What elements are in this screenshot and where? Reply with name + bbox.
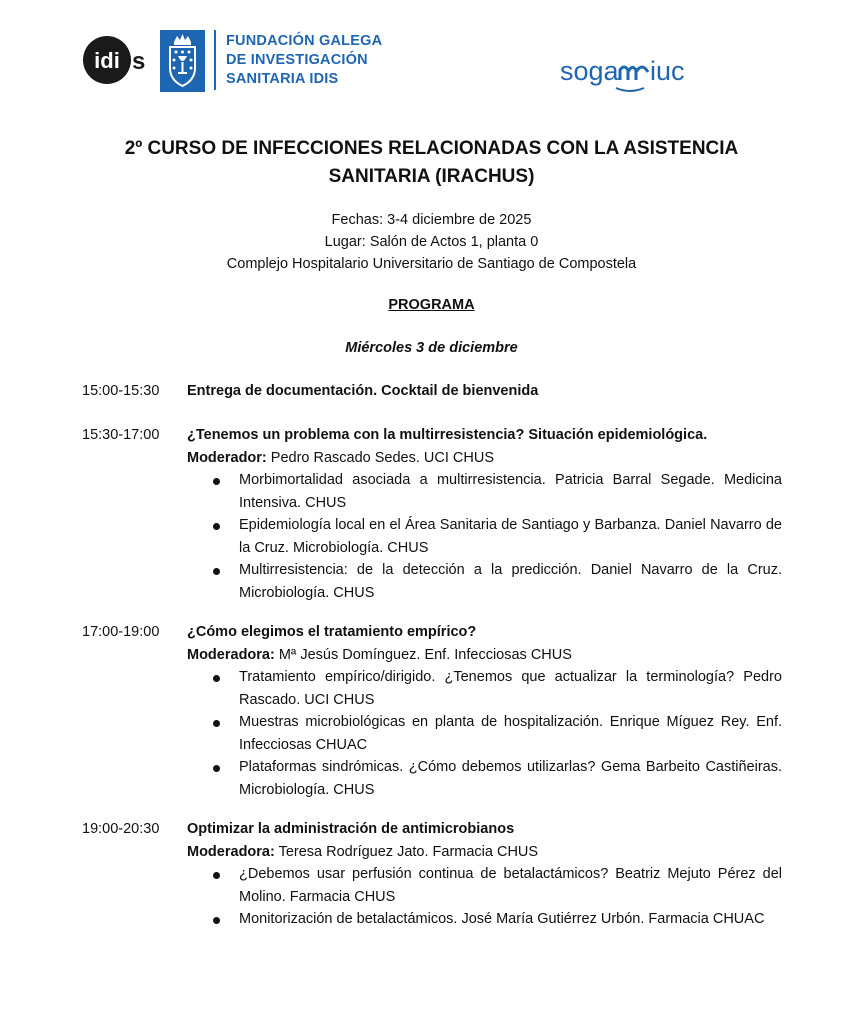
course-hospital: Complejo Hospitalario Universitario de Santiago de Compostela (226, 256, 637, 272)
session-moderator (187, 447, 494, 470)
moderator-label: Moderador: (187, 449, 267, 466)
talk-item: Multirresistencia: de la detección a la predicción. Daniel Navarro de la Cruz. Microbiología. CHUS (187, 559, 782, 604)
talk-list (187, 863, 782, 931)
course-title-line: SANITARIA (IRACHUS) (328, 166, 535, 187)
session-title: Optimizar la administración de antimicrobianos (187, 821, 515, 837)
session-moderator (187, 644, 572, 667)
foundation-name-line: SANITARIA IDIS (226, 71, 339, 87)
course-venue: Lugar: Salón de Actos 1, planta 0 (324, 234, 539, 250)
programa-heading: PROGRAMA (388, 297, 475, 313)
svg-text:soga: soga (560, 56, 619, 86)
session-time: 15:00-15:30 (82, 383, 160, 399)
foundation-name (226, 32, 382, 89)
moderator-name: Teresa Rodríguez Jato. Farmacia CHUS (274, 843, 539, 860)
session-time: 17:00-19:00 (82, 624, 160, 640)
talk-item: Muestras microbiológicas en planta de hospitalización. Enrique Míguez Rey. Enf. Infecciosas CHUAC (187, 711, 782, 756)
session-title: ¿Cómo elegimos el tratamiento empírico? (187, 624, 477, 640)
session-moderator (187, 841, 538, 864)
moderator-name: Pedro Rascado Sedes. UCI CHUS (266, 449, 495, 466)
talk-item: Monitorización de betalactámicos. José María Gutiérrez Urbón. Farmacia CHUAC (187, 908, 782, 931)
session-time: 19:00-20:30 (82, 821, 160, 837)
foundation-name-line: FUNDACIÓN GALEGA (226, 33, 383, 49)
moderator-name: Mª Jesús Domínguez. Enf. Infecciosas CHUS (274, 646, 572, 663)
header-divider (214, 30, 216, 90)
session-time: 15:30-17:00 (82, 427, 160, 443)
course-info (60, 209, 803, 275)
course-title (60, 135, 803, 191)
sogamiuc-logo (558, 50, 718, 95)
foundation-name-line: DE INVESTIGACIÓN (226, 52, 368, 68)
galicia-crest-logo (160, 30, 205, 92)
svg-text:iuc: iuc (650, 56, 685, 86)
talk-item: Morbimortalidad asociada a multirresistencia. Patricia Barral Segade. Medicina Intensiva. CHUS (187, 469, 782, 514)
document-header (0, 0, 863, 110)
course-dates: Fechas: 3-4 diciembre de 2025 (331, 212, 532, 228)
svg-text:idi: idi (94, 48, 120, 73)
session-title: Entrega de documentación. Cocktail de bienvenida (187, 383, 539, 399)
moderator-label: Moderadora: (187, 843, 275, 860)
course-title-line: 2º CURSO DE INFECCIONES RELACIONADAS CON LA ASISTENCIA (124, 138, 739, 159)
talk-item: Tratamiento empírico/dirigido. ¿Tenemos que actualizar la terminología? Pedro Rascado. UCI CHUS (187, 666, 782, 711)
moderator-label: Moderadora: (187, 646, 275, 663)
idis-logo (82, 35, 156, 85)
talk-item: ¿Debemos usar perfusión continua de betalactámicos? Beatriz Mejuto Pérez del Molino. Farmacia CHUS (187, 863, 782, 908)
svg-text:s: s (132, 48, 146, 75)
session-title: ¿Tenemos un problema con la multirresistencia? Situación epidemiológica. (187, 427, 708, 443)
talk-item: Plataformas sindrómicas. ¿Cómo debemos utilizarlas? Gema Barbeito Castiñeiras. Microbiología. CHUS (187, 756, 782, 801)
talk-list (187, 666, 782, 801)
day-heading: Miércoles 3 de diciembre (345, 340, 518, 356)
talk-item: Epidemiología local en el Área Sanitaria de Santiago y Barbanza. Daniel Navarro de la Cruz. Microbiología. CHUS (187, 514, 782, 559)
talk-list (187, 469, 782, 604)
